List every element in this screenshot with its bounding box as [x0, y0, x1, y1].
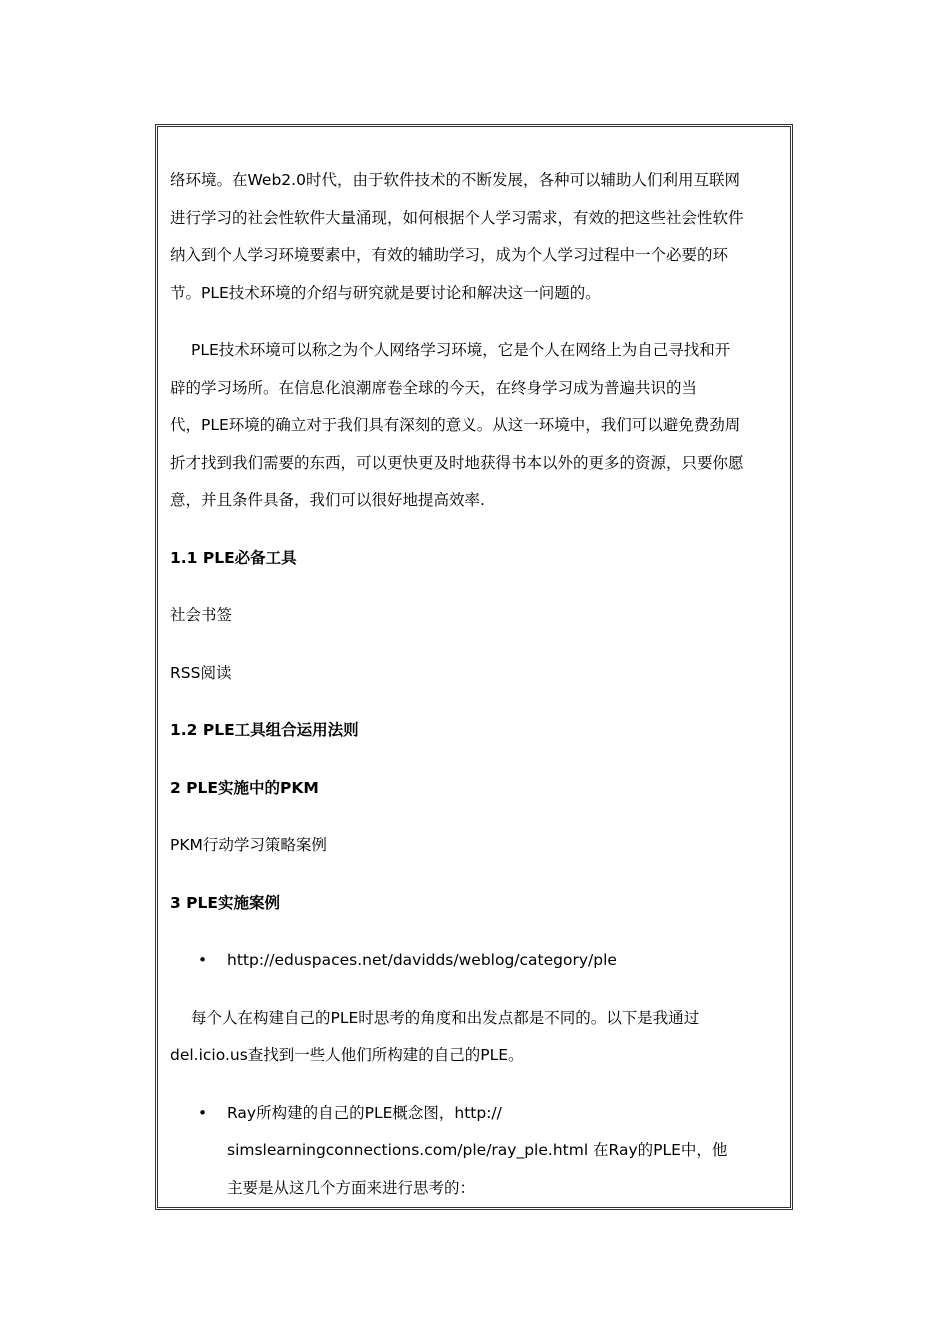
- text-line: 进行学习的社会性软件大量涌现，如何根据个人学习需求，有效的把这些社会性软件: [170, 208, 744, 227]
- paragraph-ple-definition: [170, 332, 792, 520]
- section-heading-3: 3 PLE实施案例: [170, 893, 281, 912]
- text-line: 辟的学习场所。在信息化浪潮席卷全球的今天，在终身学习成为普遍共识的当: [170, 378, 698, 397]
- bullet-item-ray: [170, 1095, 792, 1208]
- text-line: 折才找到我们需要的东西，可以更快更及时地获得书本以外的更多的资源，只要你愿: [170, 453, 744, 472]
- tool-social-bookmark: 社会书签: [170, 606, 233, 624]
- bullet-item-link: [170, 942, 792, 980]
- text-line: PLE技术环境可以称之为个人网络学习环境，它是个人在网络上为自己寻找和开: [191, 341, 731, 359]
- section-heading-1-2: 1.2 PLE工具组合运用法则: [170, 721, 359, 739]
- pkm-case-item: PKM行动学习策略案例: [170, 836, 327, 854]
- bullet-icon: •: [198, 1103, 208, 1122]
- section-heading-1-1: 1.1 PLE必备工具: [170, 548, 297, 567]
- section-heading-2: 2 PLE实施中的PKM: [170, 778, 319, 797]
- paragraph-ple-cases: [170, 1000, 792, 1075]
- tool-rss-reader: RSS阅读: [170, 663, 232, 682]
- text-line: 每个人在构建自己的PLE时思考的角度和出发点都是不同的。以下是我通过: [191, 1008, 700, 1027]
- text-line: 代，PLE环境的确立对于我们具有深刻的意义。从这一环境中，我们可以避免费劲周: [170, 416, 741, 434]
- text-line: 节。PLE技术环境的介绍与研究就是要讨论和解决这一问题的。: [170, 283, 601, 302]
- bullet-icon: •: [198, 951, 208, 969]
- link-eduspaces[interactable]: http://eduspaces.net/davidds/weblog/category/ple: [227, 951, 617, 969]
- document-body: [170, 162, 792, 1207]
- text-line: 络环境。在Web2.0时代，由于软件技术的不断发展，各种可以辅助人们利用互联网: [170, 171, 740, 189]
- ray-line: Ray所构建的自己的PLE概念图，http://: [227, 1103, 502, 1122]
- ray-line: 主要是从这几个方面来进行思考的：: [227, 1178, 476, 1197]
- text-line: 意，并且条件具备，我们可以很好地提高效率.: [170, 491, 485, 509]
- ray-line: simslearningconnections.com/ple/ray_ple.html 在Ray的PLE中，他: [227, 1141, 728, 1159]
- text-line: del.icio.us查找到一些人他们所构建的自己的PLE。: [170, 1046, 524, 1064]
- text-line: 纳入到个人学习环境要素中，有效的辅助学习，成为个人学习过程中一个必要的环: [170, 246, 729, 264]
- paragraph-web20: [170, 162, 792, 312]
